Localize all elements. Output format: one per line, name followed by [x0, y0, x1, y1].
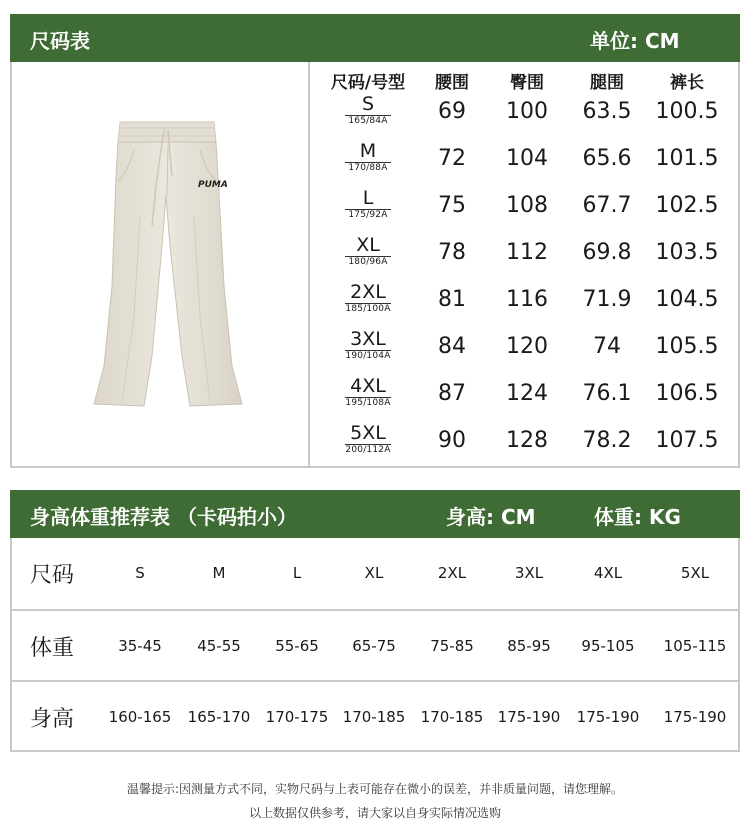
recommend-height-unit: 身高: CM — [446, 505, 536, 529]
cell-thigh: 78.2 — [582, 428, 632, 453]
cell-length: 105.5 — [655, 334, 719, 359]
size-name: 5XL — [350, 422, 386, 444]
size-chart-panel — [10, 62, 740, 468]
note-line-1: 温馨提示:因测量方式不同，实物尺码与上表可能存在微小的误差，并非质量问题，请您理解。 — [126, 782, 624, 796]
recommend-cell: 65-75 — [352, 637, 396, 655]
recommend-cell: 55-65 — [275, 637, 319, 655]
cell-hip: 108 — [506, 193, 548, 218]
recommend-row — [12, 609, 738, 679]
size-row — [12, 374, 738, 421]
size-chart-header — [10, 14, 740, 62]
size-row — [12, 233, 738, 280]
note-line-2: 以上数据仅供参考，请大家以自身实际情况选购 — [248, 806, 501, 820]
recommend-row-label: 身高 — [30, 707, 75, 732]
col-header-waist: 腰围 — [435, 73, 469, 93]
size-label — [338, 141, 398, 174]
recommend-cell: 170-185 — [420, 708, 484, 726]
recommend-title: 身高体重推荐表 （卡码拍小） — [30, 505, 297, 529]
size-label — [338, 376, 398, 409]
recommend-cell: S — [135, 564, 145, 582]
size-row — [12, 92, 738, 139]
cell-waist: 72 — [438, 146, 466, 171]
size-spec: 165/84A — [348, 116, 388, 126]
size-label — [338, 188, 398, 221]
recommend-cell: 45-55 — [197, 637, 241, 655]
cell-thigh: 67.7 — [582, 193, 632, 218]
recommend-cell: 5XL — [680, 564, 710, 582]
size-row — [12, 280, 738, 327]
recommend-row — [12, 680, 738, 750]
size-spec: 190/104A — [345, 351, 391, 361]
col-header-hip: 臀围 — [510, 73, 544, 93]
recommend-cell: XL — [364, 564, 384, 582]
size-row — [12, 421, 738, 468]
cell-length: 101.5 — [655, 146, 719, 171]
recommend-cell: 3XL — [514, 564, 544, 582]
recommend-cell: 165-170 — [187, 708, 251, 726]
size-label — [338, 423, 398, 456]
size-spec: 175/92A — [348, 210, 388, 220]
size-row — [12, 327, 738, 374]
size-name: 4XL — [350, 375, 386, 397]
cell-waist: 87 — [438, 381, 466, 406]
cell-hip: 116 — [506, 287, 548, 312]
size-name: S — [361, 93, 375, 115]
size-spec: 170/88A — [348, 163, 388, 173]
recommend-cell: 2XL — [437, 564, 467, 582]
col-header-length: 裤长 — [670, 73, 704, 93]
cell-hip: 128 — [506, 428, 548, 453]
recommend-cell: 95-105 — [581, 637, 635, 655]
size-label — [338, 329, 398, 362]
recommend-header — [10, 490, 740, 538]
recommend-row-label: 体重 — [30, 636, 75, 661]
size-spec: 200/112A — [345, 445, 391, 455]
cell-hip: 100 — [506, 99, 548, 124]
size-name: M — [359, 140, 377, 162]
recommend-cell: L — [292, 564, 302, 582]
size-spec: 180/96A — [348, 257, 388, 267]
col-header-size: 尺码/号型 — [330, 73, 406, 93]
recommend-cell: 170-185 — [342, 708, 406, 726]
size-chart-title: 尺码表 — [30, 29, 90, 53]
cell-length: 106.5 — [655, 381, 719, 406]
recommend-row — [12, 538, 738, 608]
recommend-cell: 35-45 — [118, 637, 162, 655]
recommend-cell: 4XL — [593, 564, 623, 582]
size-name: L — [362, 187, 374, 209]
cell-hip: 124 — [506, 381, 548, 406]
cell-hip: 120 — [506, 334, 548, 359]
puma-logo-text: PUMA — [198, 180, 228, 190]
size-name: 3XL — [350, 328, 386, 350]
recommend-cell: 160-165 — [108, 708, 172, 726]
cell-thigh: 71.9 — [582, 287, 632, 312]
cell-length: 103.5 — [655, 240, 719, 265]
size-label — [338, 282, 398, 315]
cell-thigh: 76.1 — [582, 381, 632, 406]
cell-thigh: 74 — [593, 334, 621, 359]
recommend-panel — [10, 538, 740, 752]
recommend-cell: 175-190 — [663, 708, 727, 726]
recommend-cell: 85-95 — [507, 637, 551, 655]
col-header-thigh: 腿围 — [590, 73, 624, 93]
recommend-cell: M — [212, 564, 226, 582]
size-spec: 185/100A — [345, 304, 391, 314]
recommend-cell: 105-115 — [663, 637, 727, 655]
cell-waist: 84 — [438, 334, 466, 359]
cell-length: 107.5 — [655, 428, 719, 453]
size-row — [12, 186, 738, 233]
size-row — [12, 139, 738, 186]
recommend-row-label: 尺码 — [30, 563, 75, 588]
size-label — [338, 235, 398, 268]
recommend-weight-unit: 体重: KG — [594, 505, 681, 529]
cell-waist: 75 — [438, 193, 466, 218]
cell-thigh: 65.6 — [582, 146, 632, 171]
cell-thigh: 63.5 — [582, 99, 632, 124]
recommend-cell: 175-190 — [576, 708, 640, 726]
size-label — [338, 94, 398, 127]
size-name: 2XL — [350, 281, 386, 303]
cell-length: 102.5 — [655, 193, 719, 218]
cell-waist: 81 — [438, 287, 466, 312]
size-name: XL — [356, 234, 380, 256]
size-chart-unit: 单位: CM — [590, 29, 680, 53]
cell-hip: 112 — [506, 240, 548, 265]
cell-hip: 104 — [506, 146, 548, 171]
size-spec: 195/108A — [345, 398, 391, 408]
recommend-cell: 75-85 — [430, 637, 474, 655]
cell-waist: 90 — [438, 428, 466, 453]
cell-thigh: 69.8 — [582, 240, 632, 265]
cell-length: 104.5 — [655, 287, 719, 312]
recommend-cell: 175-190 — [497, 708, 561, 726]
cell-waist: 69 — [438, 99, 466, 124]
cell-length: 100.5 — [655, 99, 719, 124]
cell-waist: 78 — [438, 240, 466, 265]
recommend-cell: 170-175 — [265, 708, 329, 726]
